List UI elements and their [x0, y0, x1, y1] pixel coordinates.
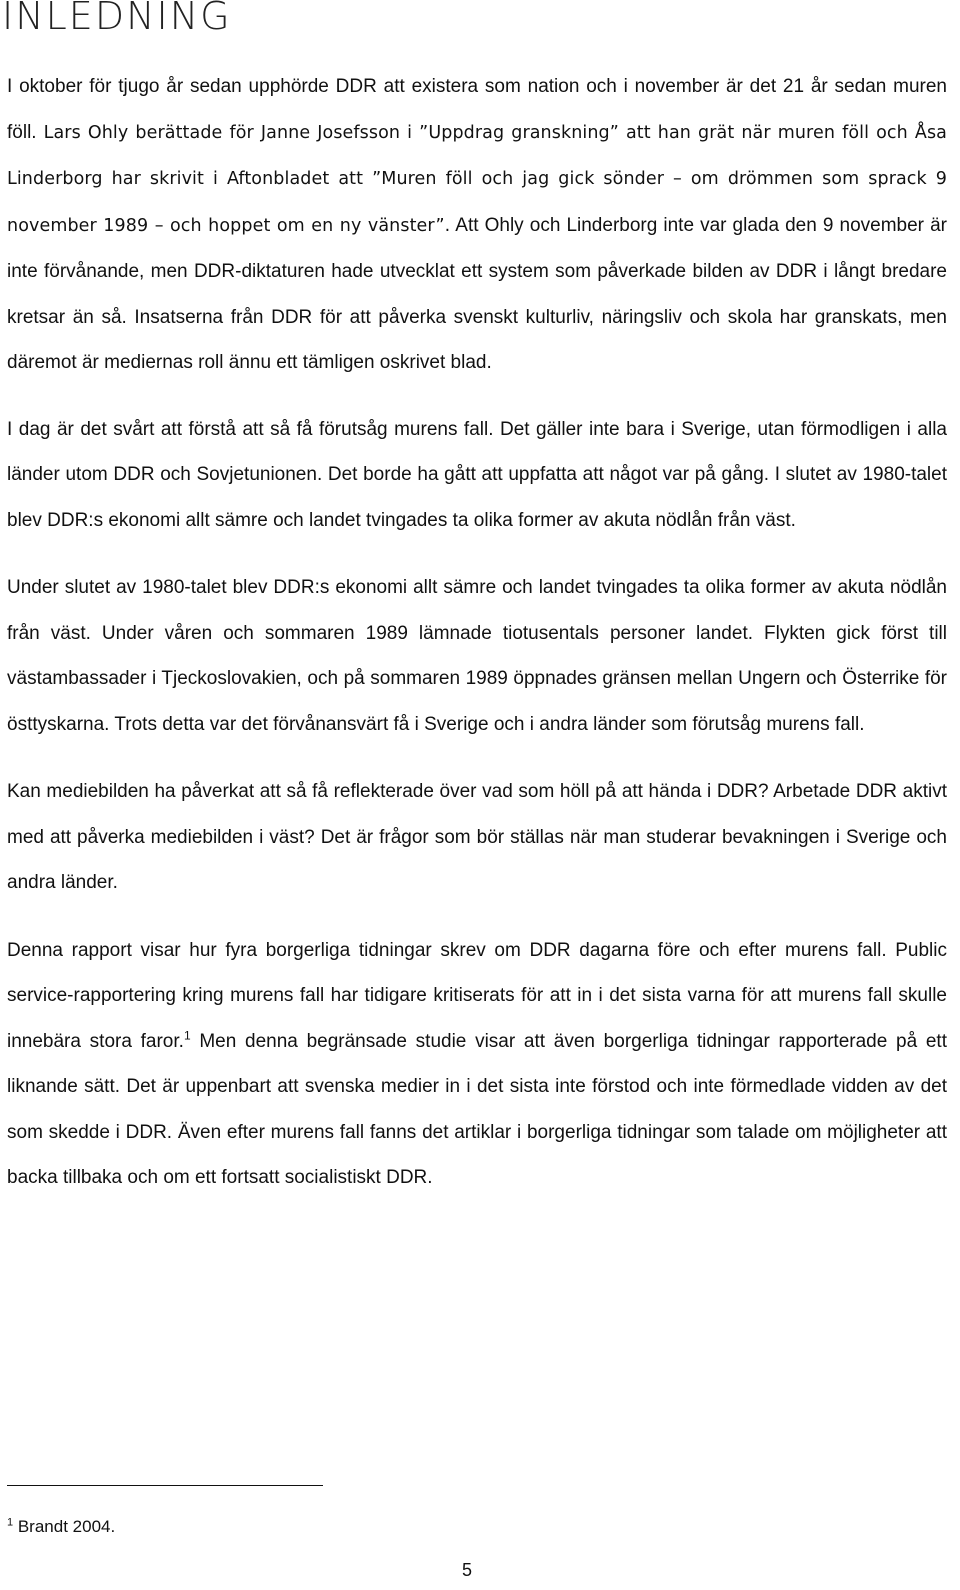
paragraph-questions: Kan mediebilden ha påverkat att så få reflekterade över vad som höll på att hända i DDR? Arbetade DDR aktivt med att påverka mediebilden i väst? Det är frågor som bör ställas när man studerar bevakningen i Sverige och andra länder. [7, 781, 947, 893]
paragraph-report-part-2: Men denna begränsade studie visar att även borgerliga tidningar rapporterade på ett liknande sätt. Det är uppenbart att svenska medier in i det sista inte förstod och inte förmedlade vidden av det som skedde i DDR. Även efter murens fall fanns det artiklar i borgerliga tidningar som talade om möjligheter att backa tillbaka och om ett fortsatt socialistiskt DDR. [7, 1030, 947, 1188]
body-text [7, 64, 947, 1223]
paragraph-intro-part-3: Att Ohly och Linderborg inte var glada den 9 november är inte förvånande, men DDR-diktaturen hade utvecklat ett system som påverkade bilden av DDR i långt bredare kretsar än så. Insatserna från DDR för att påverka svenskt kulturliv, näringsliv och skola har granskats, men däremot är mediernas roll ännu ett tämligen oskrivet blad. [7, 214, 947, 373]
paragraph-intro-part-1: I oktober för tjugo år sedan upphörde DDR att existera som nation och i november är det 21 år sedan muren föll. [7, 76, 947, 143]
footnote [7, 1517, 115, 1537]
footnote-reference[interactable]: 1 [183, 1028, 191, 1043]
footnote-number: 1 [7, 1516, 14, 1529]
paragraph-economy: Under slutet av 1980-talet blev DDR:s ekonomi allt sämre och landet tvingades ta olika former av akuta nödlån från väst. Under våren och sommaren 1989 lämnade tiotusentals personer landet. Flykten gick först till västambassader i Tjeckoslovakien, och på sommaren 1989 öppnades gränsen mellan Ungern och Österrike för östtyskarna. Trots detta var det förvånansvärt få i Sverige och i andra länder som förutsåg murens fall. [7, 577, 947, 735]
footnote-text: Brandt 2004. [13, 1517, 116, 1536]
paragraph-intro-quote-part: Lars Ohly berättade för Janne Josefsson i ”Uppdrag granskning” att han grät när muren föll och Åsa Linderborg har skrivit i Aftonbladet att ”Muren föll och jag gick sönder – om drömmen som sprack 9 november 1989 – och hoppet om en ny vänster”. [7, 122, 947, 236]
paragraph-report [7, 928, 947, 1201]
page-title: INLEDNING [2, 0, 232, 38]
footnote-divider [7, 1485, 323, 1486]
paragraph-report-part-1: Denna rapport visar hur fyra borgerliga tidningar skrev om DDR dagarna före och efter murens fall. Public service-rapportering kring murens fall har tidigare kritiserats för att in i det sista varna för att murens fall skulle innebära stora faror. [7, 939, 947, 1052]
paragraph-intro [7, 64, 947, 386]
paragraph-forecast: I dag är det svårt att förstå att så få förutsåg murens fall. Det gäller inte bara i Sverige, utan förmodligen i alla länder utom DDR och Sovjetunionen. Det borde ha gått att uppfatta att något var på gång. I slutet av 1980-talet blev DDR:s ekonomi allt sämre och landet tvingades ta olika former av akuta nödlån från väst. [7, 418, 947, 531]
page-number: 5 [462, 1560, 473, 1580]
